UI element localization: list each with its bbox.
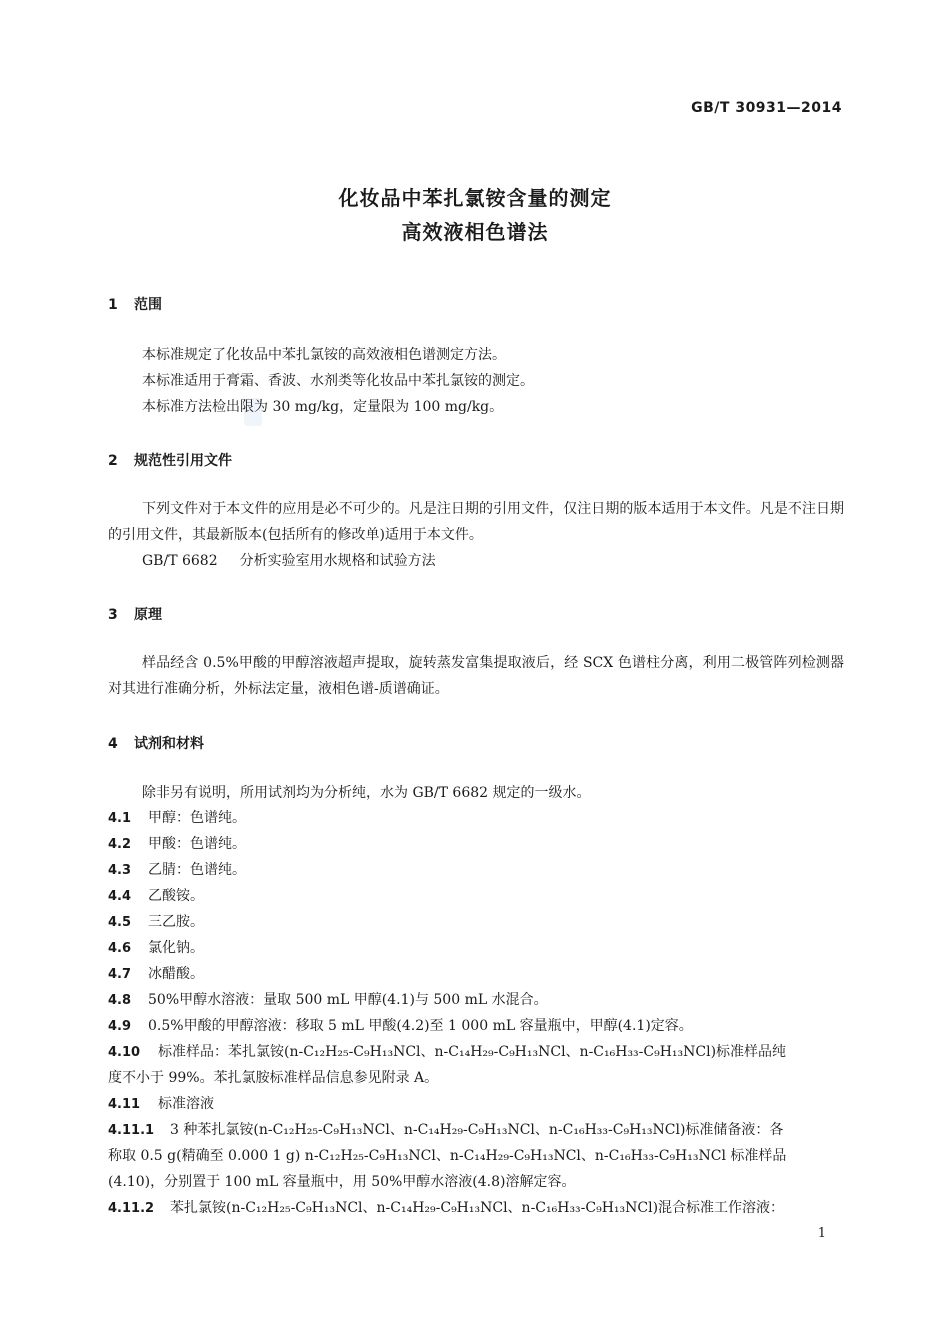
list-item-continuation: 称取 0.5 g(精确至 0.000 1 g) n-C₁₂H₂₅-C₉H₁₃NCl、n-C₁₄H₂₉-C₉H₁₃NCl、n-C₁₆H₃₃-C₉H₁₃NCl 标准样品 — [108, 1148, 787, 1164]
section-2-heading — [108, 450, 232, 470]
section-2-paragraph: 下列文件对于本文件的应用是必不可少的。凡是注日期的引用文件，仅注日期的版本适用于本文件。凡是不注日期的引用文件，其最新版本(包括所有的修改单)适用于本文件。 — [108, 501, 844, 543]
normative-reference — [108, 548, 844, 574]
reference-title: 分析实验室用水规格和试验方法 — [239, 553, 436, 569]
section-4-intro: 除非另有说明，所用试剂均为分析纯，水为 GB/T 6682 规定的一级水。 — [142, 785, 591, 801]
list-item: 4.9 0.5%甲酸的甲醇溶液：移取 5 mL 甲酸(4.2)至 1 000 mL 容量瓶中，甲醇(4.1)定容。 — [108, 1018, 693, 1034]
reference-code: GB/T 6682 — [142, 553, 218, 569]
list-item: 4.6 氯化钠。 — [108, 940, 204, 956]
section-title: 试剂和材料 — [134, 736, 204, 752]
section-number: 3 — [108, 607, 118, 623]
section-1-paragraph: 本标准方法检出限为 30 mg/kg，定量限为 100 mg/kg。 — [142, 399, 504, 415]
standard-number: GB/T 30931—2014 — [691, 100, 842, 116]
section-1-paragraph: 本标准规定了化妆品中苯扎氯铵的高效液相色谱测定方法。 — [142, 347, 506, 363]
section-title: 范围 — [134, 297, 162, 313]
section-3-paragraph: 样品经含 0.5%甲酸的甲醇溶液超声提取，旋转蒸发富集提取液后，经 SCX 色谱柱分离，利用二极管阵列检测器对其进行准确分析，外标法定量，液相色谱-质谱确证。 — [108, 655, 844, 697]
list-item: 4.10 标准样品：苯扎氯铵(n-C₁₂H₂₅-C₉H₁₃NCl、n-C₁₄H₂₉-C₉H₁₃NCl、n-C₁₆H₃₃-C₉H₁₃NCl)标准样品纯 — [108, 1044, 787, 1060]
section-1-heading — [108, 294, 162, 314]
list-item: 4.4 乙酸铵。 — [108, 888, 204, 904]
list-item: 4.11 标准溶液 — [108, 1096, 214, 1112]
list-item: 4.1 甲醇：色谱纯。 — [108, 810, 246, 826]
section-title: 原理 — [134, 607, 162, 623]
section-number: 2 — [108, 453, 118, 469]
list-item: 4.5 三乙胺。 — [108, 914, 204, 930]
list-item: 4.7 冰醋酸。 — [108, 966, 204, 982]
page-number: 1 — [817, 1226, 826, 1241]
list-item: 4.3 乙腈：色谱纯。 — [108, 862, 246, 878]
list-item: 4.11.2 苯扎氯铵(n-C₁₂H₂₅-C₉H₁₃NCl、n-C₁₄H₂₉-C₉H₁₃NCl、n-C₁₆H₃₃-C₉H₁₃NCl)混合标准工作溶液： — [108, 1200, 785, 1216]
section-number: 4 — [108, 736, 118, 752]
list-item: 4.11.1 3 种苯扎氯铵(n-C₁₂H₂₅-C₉H₁₃NCl、n-C₁₄H₂₉-C₉H₁₃NCl、n-C₁₆H₃₃-C₉H₁₃NCl)标准储备液：各 — [108, 1122, 784, 1138]
section-title: 规范性引用文件 — [134, 453, 232, 469]
list-item-continuation: (4.10)，分别置于 100 mL 容量瓶中，用 50%甲醇水溶液(4.8)溶解定容。 — [108, 1174, 576, 1190]
list-item: 4.2 甲酸：色谱纯。 — [108, 836, 246, 852]
section-number: 1 — [108, 297, 118, 313]
section-1-paragraph: 本标准适用于膏霜、香波、水剂类等化妆品中苯扎氯铵的测定。 — [142, 373, 534, 389]
list-item: 4.8 50%甲醇水溶液：量取 500 mL 甲醇(4.1)与 500 mL 水混合。 — [108, 992, 548, 1008]
section-4-heading — [108, 733, 204, 753]
document-subtitle: 高效液相色谱法 — [401, 220, 549, 244]
list-item-continuation: 度不小于 99%。苯扎氯胺标准样品信息参见附录 A。 — [108, 1070, 439, 1086]
section-3-heading — [108, 604, 162, 624]
document-title: 化妆品中苯扎氯铵含量的测定 — [338, 186, 612, 210]
